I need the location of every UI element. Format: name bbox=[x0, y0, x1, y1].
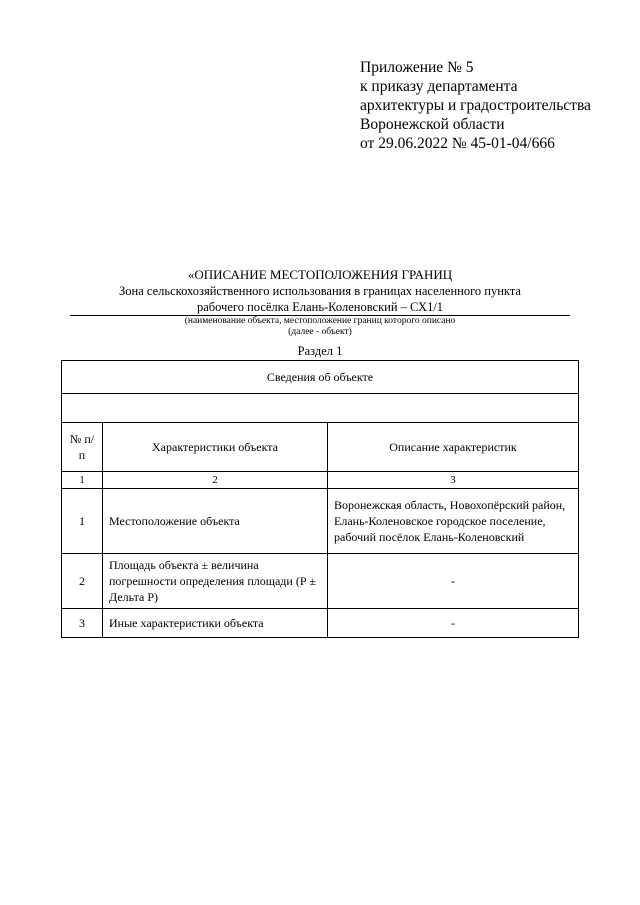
header-description: Описание характеристик bbox=[328, 423, 579, 472]
row-num: 2 bbox=[62, 554, 103, 609]
appendix-line: архитектуры и градостроительства bbox=[360, 97, 591, 114]
header-num: № п/п bbox=[62, 423, 103, 472]
appendix-line: Воронежской области bbox=[360, 116, 505, 133]
table-caption: Сведения об объекте bbox=[62, 361, 579, 394]
column-number: 1 bbox=[62, 472, 103, 489]
table-row bbox=[62, 489, 579, 554]
row-characteristic: Площадь объекта ± величина погрешности определения площади (Р ± Дельта Р) bbox=[103, 554, 328, 609]
table-row bbox=[62, 609, 579, 638]
row-num: 3 bbox=[62, 609, 103, 638]
object-name-underline bbox=[70, 299, 570, 316]
header-characteristics: Характеристики объекта bbox=[103, 423, 328, 472]
heading-note-line2: (далее - объект) bbox=[288, 327, 352, 337]
row-description: - bbox=[328, 554, 579, 609]
table-row bbox=[62, 554, 579, 609]
row-characteristic: Иные характеристики объекта bbox=[103, 609, 328, 638]
document-title: «ОПИСАНИЕ МЕСТОПОЛОЖЕНИЯ ГРАНИЦ bbox=[187, 267, 453, 282]
section-label: Раздел 1 bbox=[297, 344, 343, 358]
table-caption-row bbox=[62, 361, 579, 394]
column-number: 2 bbox=[103, 472, 328, 489]
object-name-line1: Зона сельскохозяйственного использования в границах населенного пункта bbox=[119, 284, 521, 298]
appendix-line: от 29.06.2022 № 45-01-04/666 bbox=[360, 135, 555, 152]
appendix-line: к приказу департамента bbox=[360, 78, 518, 95]
heading-note-line1: (наименование объекта, местоположение границ которого описано bbox=[184, 316, 456, 326]
row-description: - bbox=[328, 609, 579, 638]
empty-cell bbox=[62, 394, 579, 423]
object-info-table bbox=[61, 360, 579, 638]
appendix-block bbox=[360, 58, 591, 153]
document-heading bbox=[60, 266, 580, 338]
object-name-line2: рабочего посёлка Елань-Коленовский – СХ1/1 bbox=[196, 300, 444, 314]
appendix-line: Приложение № 5 bbox=[360, 59, 474, 76]
table-empty-row bbox=[62, 394, 579, 423]
row-characteristic: Местоположение объекта bbox=[103, 489, 328, 554]
column-number: 3 bbox=[328, 472, 579, 489]
row-num: 1 bbox=[62, 489, 103, 554]
row-description: Воронежская область, Новохопёрский район, Елань-Коленовское городское поселение, рабочий посёлок Елань-Коленовский bbox=[328, 489, 579, 554]
column-number-row bbox=[62, 472, 579, 489]
table-header-row bbox=[62, 423, 579, 472]
